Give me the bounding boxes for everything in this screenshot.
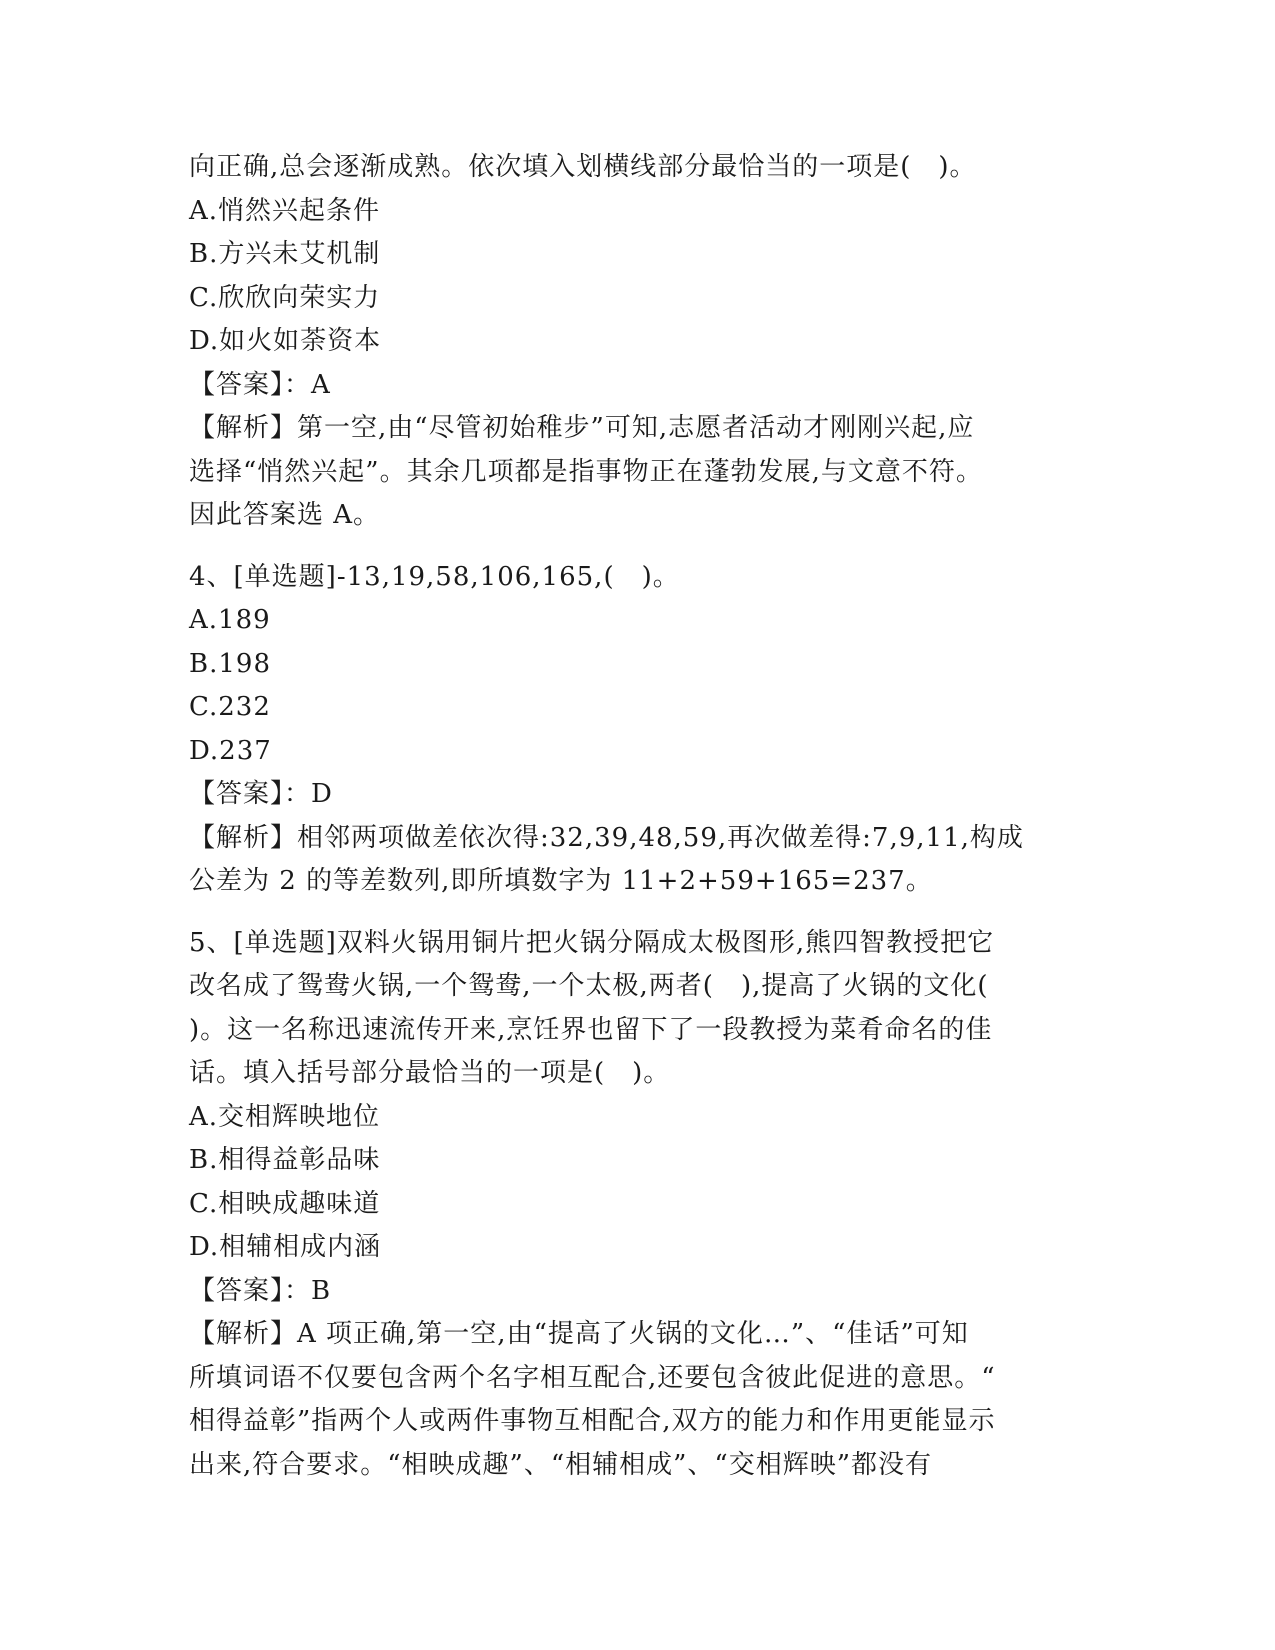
option-a: A.悄然兴起条件 — [189, 195, 381, 226]
answer-line: 【答案】：A — [189, 369, 331, 400]
question-4 — [189, 556, 1089, 904]
analysis-line: 相得益彰”指两个人或两件事物互相配合,双方的能力和作用更能显示 — [189, 1406, 996, 1436]
question-stem-line: )。这一名称迅速流传开来,烹饪界也留下了一段教授为菜肴命名的佳 — [189, 1014, 993, 1045]
option-d: D.237 — [189, 735, 272, 766]
question-stem-line: 话。填入括号部分最恰当的一项是( )。 — [189, 1058, 671, 1088]
option-c: C.232 — [189, 692, 271, 722]
option-a: A.189 — [189, 605, 271, 635]
option-d: D.相辅相成内涵 — [189, 1232, 382, 1262]
answer-line: 【答案】：D — [189, 779, 333, 809]
option-c: C.欣欣向荣实力 — [189, 282, 381, 313]
option-b: B.198 — [189, 648, 271, 679]
option-a: A.交相辉映地位 — [189, 1101, 381, 1132]
option-d: D.如火如荼资本 — [189, 326, 382, 356]
analysis-line: 【解析】A 项正确,第一空,由“提高了火锅的文化…”、“佳话”可知 — [189, 1319, 969, 1349]
question-spacer — [189, 904, 1089, 922]
question-3-continued — [189, 146, 1089, 538]
question-5 — [189, 922, 1089, 1488]
question-stem-line: 5、[单选题]双料火锅用铜片把火锅分隔成太极图形,熊四智教授把它 — [189, 927, 995, 958]
analysis-line: 【解析】相邻两项做差依次得:32,39,48,59,再次做差得:7,9,11,构成 — [189, 822, 1024, 853]
analysis-line: 选择“悄然兴起”。其余几项都是指事物正在蓬勃发展,与文意不符。 — [189, 456, 983, 487]
answer-line: 【答案】：B — [189, 1275, 332, 1306]
analysis-line: 【解析】第一空,由“尽管初始稚步”可知,志愿者活动才刚刚兴起,应 — [189, 413, 975, 443]
analysis-line: 所填词语不仅要包含两个名字相互配合,还要包含彼此促进的意思。“ — [189, 1362, 996, 1393]
question-stem-line: 向正确,总会逐渐成熟。依次填入划横线部分最恰当的一项是( )。 — [189, 152, 977, 182]
analysis-line: 因此答案选 A。 — [189, 500, 381, 530]
question-spacer — [189, 538, 1089, 556]
option-c: C.相映成趣味道 — [189, 1188, 381, 1219]
analysis-line: 公差为 2 的等差数列,即所填数字为 11+2+59+165=237。 — [189, 866, 933, 896]
option-b: B.相得益彰品味 — [189, 1145, 381, 1175]
document-page — [189, 146, 1089, 1487]
question-stem-line: 改名成了鸳鸯火锅,一个鸳鸯,一个太极,两者( ),提高了火锅的文化( — [189, 971, 989, 1001]
question-stem-line: 4、[单选题]-13,19,58,106,165,( )。 — [189, 561, 680, 592]
option-b: B.方兴未艾机制 — [189, 239, 381, 269]
analysis-line: 出来,符合要求。“相映成趣”、“相辅相成”、“交相辉映”都没有 — [189, 1449, 933, 1480]
